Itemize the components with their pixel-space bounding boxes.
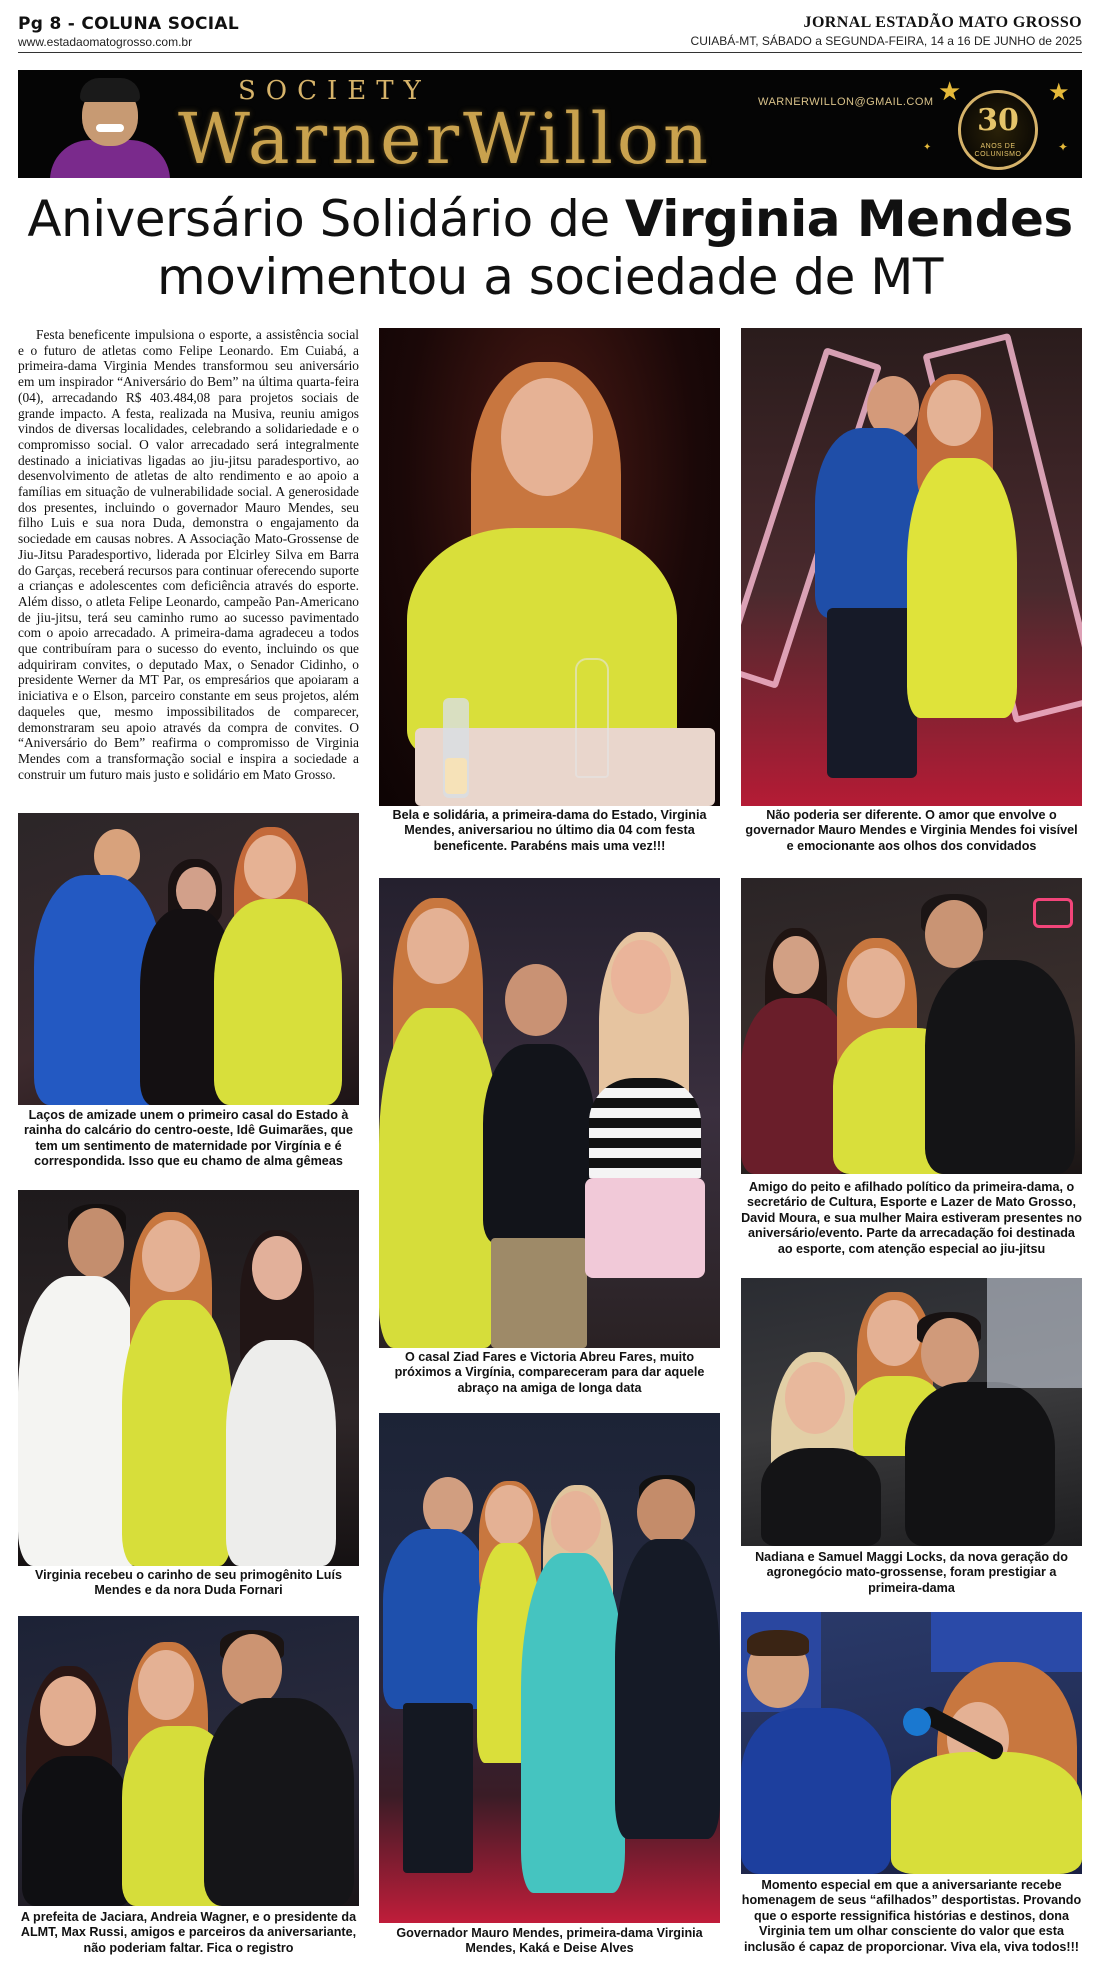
caption-maggi-couple: Nadiana e Samuel Maggi Locks, da nova geração do agronegócio mato-grossense, foram prestigiar a primeira-dama [755,1550,1068,1595]
star-icon: ✦ [1058,140,1069,154]
photo-fares-couple [379,878,720,1348]
photo-jaciara [18,1616,359,1906]
page-headline [0,190,1100,306]
star-icon: ★ [938,76,962,106]
columnist-avatar [40,76,180,178]
caption-special-moment: Momento especial em que a aniversariante recebe homenagem de seus “afilhados” desportistas. Provando que o esporte ressignifica histórias e destinos, dona Virginia tem um olhar consciente do valor que esta inclusão é capaz de proporcionar. Viva ela, viva todos!!! [741,1878,1082,1954]
headline-part2: movimentou a sociedade de MT [157,248,943,306]
banner-columnist-name: WarnerWillon [178,98,713,178]
caption-fares-couple: O casal Ziad Fares e Victoria Abreu Fares, muito próximos a Virgínia, compareceram para dar aquele abraço na amiga de longa data [394,1350,705,1395]
caption-friendship: Laços de amizade unem o primeiro casal do Estado à rainha do calcário do centro-oeste, Idê Guimarães, que tem um sentimento de maternidade por Virgínia e é correspondida. Isso que eu chamo de alma gêmeas [24,1108,353,1169]
photo-couple-kiss [741,328,1082,806]
page-header-right [691,14,1082,48]
website-link[interactable]: www.estadaomatogrosso.com.br [18,35,193,49]
photo-maggi-couple [741,1278,1082,1546]
photo-son-couple [18,1190,359,1566]
caption-governor-group: Governador Mauro Mendes, primeira-dama Virginia Mendes, Kaká e Deise Alves [396,1926,703,1956]
anniversary-badge [958,90,1038,170]
header-divider [18,52,1082,53]
caption-moura-couple: Amigo do peito e afilhado político da primeira-dama, o secretário de Cultura, Esporte e Lazer de Mato Grosso, David Moura, e sua mulher Maira estiveram presentes no aniversário/evento. Parte da arrecadação foi destinada ao esporte, com atenção especial ao jiu-jitsu [741,1180,1082,1256]
badge-text: ANOS DE COLUNISMO [974,143,1022,158]
photo-moura-couple [741,878,1082,1174]
banner-society-label: SOCIETY [238,76,431,106]
photo-governor-group [379,1413,720,1923]
caption-son-couple: Virginia recebeu o carinho de seu primogênito Luís Mendes e da nora Duda Fornari [35,1568,342,1598]
star-icon: ✦ [923,142,932,153]
newspaper-name: JORNAL ESTADÃO MATO GROSSO [803,14,1082,31]
column-banner [18,70,1082,178]
photo-special-moment [741,1612,1082,1874]
caption-jaciara: A prefeita de Jaciara, Andreia Wagner, e o presidente da ALMT, Max Russi, amigos e parceiros da aniversariante, não poderiam faltar. Fica o registro [20,1910,357,1955]
headline-part1: Aniversário Solidário de [27,190,625,248]
banner-email[interactable]: WARNERWILLON@GMAIL.COM [758,96,934,108]
page-section-label: Pg 8 - COLUNA SOCIAL [18,14,240,34]
headline-name: Virginia Mendes [624,190,1073,248]
badge-number: 30 [977,103,1019,138]
star-icon: ★ [1048,79,1070,106]
page-header-left [18,14,239,49]
caption-couple-kiss: Não poderia ser diferente. O amor que envolve o governador Mauro Mendes e Virginia Mendes foi visível e emocionante aos olhos dos convidados [745,808,1078,853]
caption-main-portrait: Bela e solidária, a primeira-dama do Estado, Virginia Mendes, aniversariou no último dia 04 com festa beneficente. Parabéns mais uma vez!!! [392,808,707,853]
article-body: Festa beneficente impulsiona o esporte, a assistência social e o futuro de atletas como Felipe Leonardo. Em Cuiabá, a primeira-dama Virginia Mendes transformou seu aniversário em um inspirador “Aniversário do Bem” na última quarta-feira (04), arrecadando R$ 403.484,08 para projetos sociais de grande impacto. A festa, realizada na Musiva, reuniu amigos vindos de diversas localidades, celebrando a solidariedade e o compromisso social. O valor arrecadado será integralmente destinado a iniciativas ligadas ao jiu-jitsu paradesportivo, ao desenvolvimento de atletas de alto rendimento e ao apoio a famílias em situação de vulnerabilidade social. A generosidade dos presentes, incluindo o governador Mauro Mendes, seu filho Luis e sua nora Duda, demonstra o engajamento da sociedade em causas nobres. A Associação Mato-Grossense de Jiu-Jitsu Paradesportivo, liderada por Elcirley Silva em Barra do Garças, receberá recursos para continuar oferecendo suporte a crianças e adolescentes com deficiência através do esporte. Além disso, o atleta Felipe Leonardo, campeão Pan-Americano de jiu-jitsu, terá seu caminho rumo ao sucesso pavimentado com o apoio arrecadado. A primeira-dama agradeceu a todos que contribuíram para o sucesso do evento, incluindo os que adquiriram convites, o deputado Max, o Senador Cidinho, o presidente Werner da MT Par, os empresários que apoiaram a iniciativa e o Elson, parceiro constante em seus projetos, além daqueles que, mesmo impossibilitados de comparecer, demonstraram seu apoio através da compra de convites. O “Aniversário do Bem” reafirma o compromisso de Virginia Mendes com a transformação social e inspira a sociedade a construir um futuro mais justo e solidário em Mato Grosso. [18,327,359,782]
photo-friendship [18,813,359,1105]
photo-main-portrait [379,328,720,806]
dateline: CUIABÁ-MT, SÁBADO a SEGUNDA-FEIRA, 14 a 16 DE JUNHO de 2025 [690,34,1082,48]
